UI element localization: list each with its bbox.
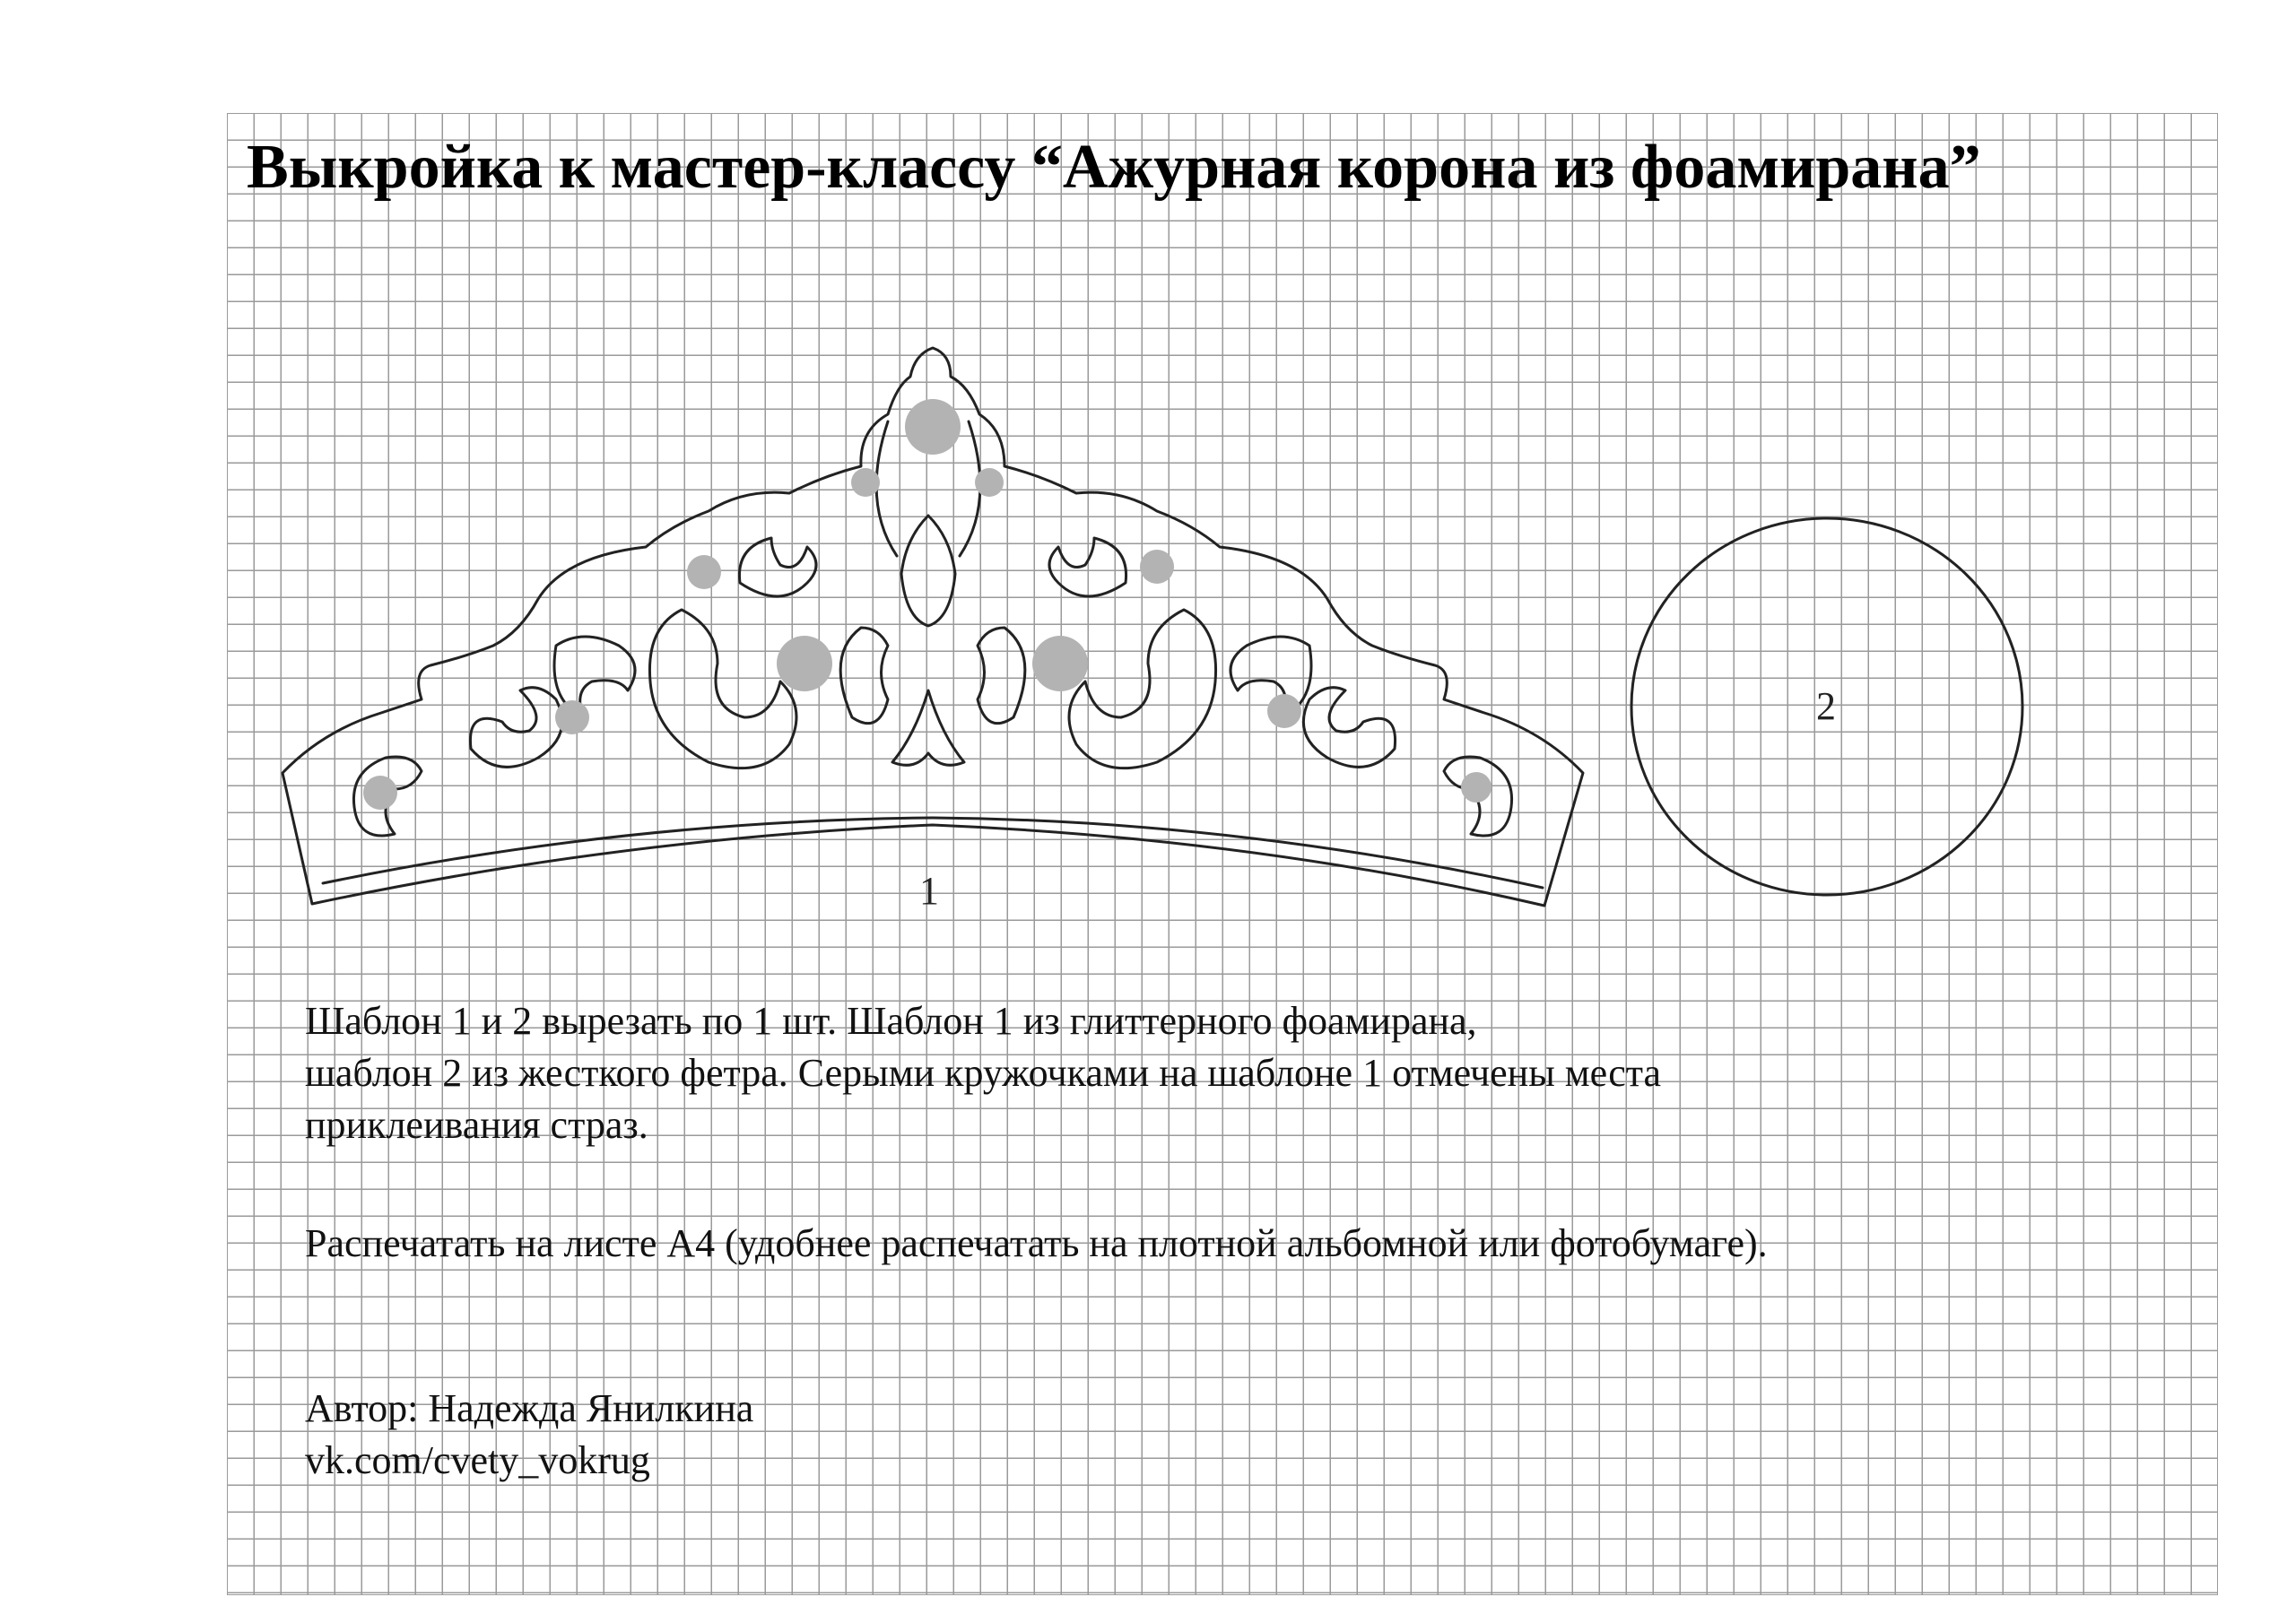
printing-note-text: Распечатать на листе А4 (удобнее распечатать на плотной альбомной или фотобумаге).: [305, 1221, 1768, 1265]
right-scroll-5: [1049, 538, 1126, 596]
author-name: Автор: Надежда Янилкина: [305, 1386, 754, 1430]
left-scroll-2: [470, 688, 561, 768]
printing-note: [305, 1218, 1768, 1270]
author-link: vk.com/cvety_vokrug: [305, 1438, 650, 1482]
center-spike: [892, 690, 964, 765]
instructions-line-2: шаблон 2 из жесткого фетра. Серыми кружочками на шаблоне 1 отмечены места: [305, 1051, 1662, 1095]
instructions-line-3: приклеивания страз.: [305, 1103, 648, 1147]
author-info: [305, 1383, 753, 1487]
instructions-line-1: Шаблон 1 и 2 вырезать по 1 шт. Шаблон 1 из глиттерного фоамирана,: [305, 999, 1477, 1043]
right-scroll-2: [1303, 688, 1395, 768]
instructions: [305, 995, 1661, 1151]
gem-marker: [687, 555, 721, 589]
right-scroll-6: [978, 628, 1025, 724]
left-scroll-5: [739, 538, 816, 596]
circle-template-number: 2: [1816, 684, 1836, 728]
center-teardrop: [901, 516, 955, 626]
gem-marker: [777, 636, 832, 691]
gem-marker: [555, 700, 589, 734]
gem-marker: [1461, 772, 1492, 803]
gem-marker: [1267, 694, 1301, 728]
gem-marker: [975, 468, 1004, 497]
gem-marker: [905, 399, 961, 455]
gem-marker: [1140, 550, 1174, 584]
page-title: Выкройка к мастер-классу “Ажурная корона из фоамирана”: [247, 133, 1981, 202]
left-scroll-4: [649, 610, 796, 768]
gem-marker: [1032, 636, 1088, 691]
gem-marker: [363, 776, 397, 810]
gem-marker: [851, 468, 880, 497]
crown-template-number: 1: [919, 869, 939, 913]
left-scroll-6: [840, 628, 888, 724]
right-scroll-4: [1069, 610, 1216, 768]
